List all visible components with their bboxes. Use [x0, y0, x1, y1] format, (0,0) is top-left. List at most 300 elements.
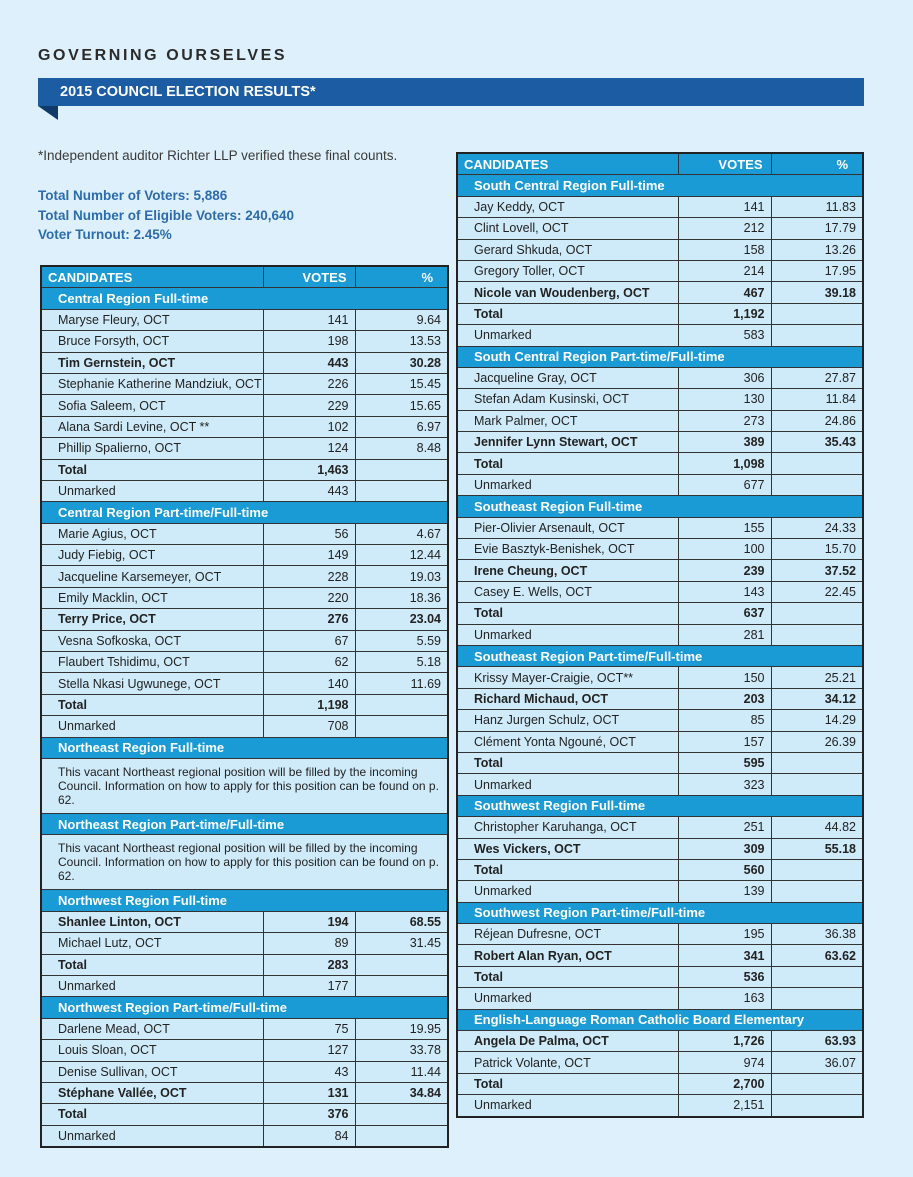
candidate-name: Maryse Fleury, OCT — [41, 309, 263, 330]
candidate-row — [41, 309, 448, 330]
vote-percent: 11.84 — [771, 389, 863, 410]
vote-percent: 17.95 — [771, 260, 863, 281]
region-header — [457, 1009, 863, 1030]
vote-percent: 12.44 — [355, 545, 448, 566]
vote-count: 276 — [263, 609, 355, 630]
vote-percent: 9.64 — [355, 309, 448, 330]
vote-count: 89 — [263, 933, 355, 954]
region-header — [41, 997, 448, 1018]
unmarked-label: Unmarked — [457, 881, 678, 902]
vote-count: 141 — [263, 309, 355, 330]
unmarked-label: Unmarked — [41, 975, 263, 996]
candidate-name: Terry Price, OCT — [41, 609, 263, 630]
candidate-name: Darlene Mead, OCT — [41, 1018, 263, 1039]
candidate-name: Emily Macklin, OCT — [41, 587, 263, 608]
total-votes: 536 — [678, 966, 771, 987]
candidate-row — [41, 331, 448, 352]
vote-count: 239 — [678, 560, 771, 581]
candidate-name: Jacqueline Gray, OCT — [457, 367, 678, 388]
candidate-name: Clint Lovell, OCT — [457, 218, 678, 239]
region-title: Central Region Part-time/Full-time — [41, 502, 448, 523]
candidate-name: Stéphane Vallée, OCT — [41, 1082, 263, 1103]
unmarked-row — [41, 1125, 448, 1147]
unmarked-votes: 84 — [263, 1125, 355, 1147]
total-votes: 1,192 — [678, 303, 771, 324]
total-percent — [771, 603, 863, 624]
vote-percent: 11.44 — [355, 1061, 448, 1082]
vote-percent: 11.69 — [355, 673, 448, 694]
unmarked-row — [41, 716, 448, 737]
vote-percent: 33.78 — [355, 1040, 448, 1061]
vote-percent: 35.43 — [771, 432, 863, 453]
total-votes: 595 — [678, 752, 771, 773]
total-row — [41, 954, 448, 975]
winner-row — [41, 911, 448, 932]
candidate-name: Stella Nkasi Ugwunege, OCT — [41, 673, 263, 694]
vote-percent: 18.36 — [355, 587, 448, 608]
vote-percent: 39.18 — [771, 282, 863, 303]
candidate-name: Casey E. Wells, OCT — [457, 581, 678, 602]
candidate-name: Tim Gernstein, OCT — [41, 352, 263, 373]
region-title: English-Language Roman Catholic Board Elementary — [457, 1009, 863, 1030]
region-header — [41, 288, 448, 309]
total-row — [457, 453, 863, 474]
vote-count: 75 — [263, 1018, 355, 1039]
candidate-row — [457, 667, 863, 688]
unmarked-percent — [771, 988, 863, 1009]
total-label: Total — [457, 1073, 678, 1094]
vote-percent: 34.84 — [355, 1082, 448, 1103]
region-title: Southeast Region Full-time — [457, 496, 863, 517]
total-label: Total — [457, 453, 678, 474]
candidate-row — [41, 587, 448, 608]
vote-percent: 25.21 — [771, 667, 863, 688]
unmarked-percent — [771, 774, 863, 795]
total-votes: 1,463 — [263, 459, 355, 480]
unmarked-percent — [771, 325, 863, 346]
vote-percent: 5.59 — [355, 630, 448, 651]
unmarked-percent — [771, 624, 863, 645]
candidate-name: Stephanie Katherine Mandziuk, OCT — [41, 373, 263, 394]
vote-count: 309 — [678, 838, 771, 859]
total-votes: 637 — [678, 603, 771, 624]
title-banner — [38, 78, 864, 106]
candidate-row — [457, 1052, 863, 1073]
vote-percent: 24.33 — [771, 517, 863, 538]
vote-percent: 37.52 — [771, 560, 863, 581]
total-label: Total — [457, 966, 678, 987]
region-header — [41, 813, 448, 834]
total-votes: 1,098 — [678, 453, 771, 474]
candidate-name: Clément Yonta Ngouné, OCT — [457, 731, 678, 752]
vote-count: 56 — [263, 523, 355, 544]
candidate-row — [457, 410, 863, 431]
column-header-row — [41, 266, 448, 288]
winner-row — [457, 945, 863, 966]
section-kicker: GOVERNING OURSELVES — [38, 47, 288, 64]
vote-count: 143 — [678, 581, 771, 602]
candidate-name: Gerard Shkuda, OCT — [457, 239, 678, 260]
region-title: South Central Region Full-time — [457, 175, 863, 196]
candidate-row — [41, 545, 448, 566]
winner-row — [457, 432, 863, 453]
vote-percent: 15.70 — [771, 539, 863, 560]
percent-header: % — [355, 266, 448, 288]
vacancy-text: This vacant Northeast regional position will be filled by the incoming Council. Information on how to apply for this position can be found on p. 62. — [41, 758, 448, 813]
candidate-name: Nicole van Woudenberg, OCT — [457, 282, 678, 303]
total-percent — [771, 303, 863, 324]
region-title: Northwest Region Part-time/Full-time — [41, 997, 448, 1018]
candidate-name: Vesna Sofkoska, OCT — [41, 630, 263, 651]
vote-percent: 31.45 — [355, 933, 448, 954]
region-title: Southwest Region Part-time/Full-time — [457, 902, 863, 923]
total-votes: 283 — [263, 954, 355, 975]
total-votes: 560 — [678, 859, 771, 880]
candidate-row — [457, 731, 863, 752]
candidate-name: Jay Keddy, OCT — [457, 196, 678, 217]
region-title: Central Region Full-time — [41, 288, 448, 309]
unmarked-label: Unmarked — [457, 474, 678, 495]
vote-count: 155 — [678, 517, 771, 538]
vote-count: 341 — [678, 945, 771, 966]
total-label: Total — [41, 954, 263, 975]
vote-percent: 15.45 — [355, 373, 448, 394]
total-percent — [355, 954, 448, 975]
vote-count: 226 — [263, 373, 355, 394]
vote-count: 229 — [263, 395, 355, 416]
candidate-name: Marie Agius, OCT — [41, 523, 263, 544]
vote-percent: 63.93 — [771, 1031, 863, 1052]
candidate-row — [41, 523, 448, 544]
candidates-header: CANDIDATES — [457, 153, 678, 175]
vote-percent: 15.65 — [355, 395, 448, 416]
vote-count: 157 — [678, 731, 771, 752]
unmarked-label: Unmarked — [457, 1095, 678, 1117]
candidate-name: Denise Sullivan, OCT — [41, 1061, 263, 1082]
vote-percent: 5.18 — [355, 652, 448, 673]
vote-count: 443 — [263, 352, 355, 373]
results-table-left — [40, 265, 449, 1148]
candidate-row — [41, 673, 448, 694]
unmarked-percent — [771, 1095, 863, 1117]
unmarked-row — [457, 881, 863, 902]
candidate-name: Patrick Volante, OCT — [457, 1052, 678, 1073]
total-votes: 376 — [263, 1104, 355, 1125]
region-header — [457, 902, 863, 923]
vacancy-note — [41, 758, 448, 813]
vote-count: 389 — [678, 432, 771, 453]
vote-percent: 30.28 — [355, 352, 448, 373]
total-percent — [771, 752, 863, 773]
winner-row — [457, 1031, 863, 1052]
total-percent — [771, 1073, 863, 1094]
vote-percent: 34.12 — [771, 688, 863, 709]
unmarked-votes: 2,151 — [678, 1095, 771, 1117]
vote-percent: 8.48 — [355, 438, 448, 459]
total-percent — [771, 453, 863, 474]
candidate-name: Mark Palmer, OCT — [457, 410, 678, 431]
candidate-row — [41, 395, 448, 416]
results-table-right — [456, 152, 864, 1118]
region-header — [457, 645, 863, 666]
candidate-name: Richard Michaud, OCT — [457, 688, 678, 709]
vote-count: 195 — [678, 924, 771, 945]
candidate-name: Irene Cheung, OCT — [457, 560, 678, 581]
vote-percent: 24.86 — [771, 410, 863, 431]
candidate-row — [41, 652, 448, 673]
unmarked-percent — [771, 881, 863, 902]
candidate-row — [457, 817, 863, 838]
candidate-name: Alana Sardi Levine, OCT ** — [41, 416, 263, 437]
candidate-name: Robert Alan Ryan, OCT — [457, 945, 678, 966]
vote-count: 131 — [263, 1082, 355, 1103]
candidate-row — [41, 1040, 448, 1061]
vote-count: 141 — [678, 196, 771, 217]
unmarked-votes: 323 — [678, 774, 771, 795]
unmarked-row — [457, 774, 863, 795]
candidate-name: Angela De Palma, OCT — [457, 1031, 678, 1052]
region-title: South Central Region Part-time/Full-time — [457, 346, 863, 367]
candidate-name: Phillip Spalierno, OCT — [41, 438, 263, 459]
vote-count: 140 — [263, 673, 355, 694]
unmarked-votes: 163 — [678, 988, 771, 1009]
unmarked-votes: 708 — [263, 716, 355, 737]
winner-row — [457, 688, 863, 709]
unmarked-percent — [355, 1125, 448, 1147]
vote-count: 228 — [263, 566, 355, 587]
vote-count: 100 — [678, 539, 771, 560]
vote-percent: 36.07 — [771, 1052, 863, 1073]
total-label: Total — [41, 459, 263, 480]
unmarked-percent — [355, 480, 448, 501]
total-votes: 1,198 — [263, 694, 355, 715]
vote-count: 1,726 — [678, 1031, 771, 1052]
results-body — [41, 266, 448, 1147]
unmarked-label: Unmarked — [457, 325, 678, 346]
vacancy-note — [41, 835, 448, 890]
region-header — [457, 496, 863, 517]
candidates-header: CANDIDATES — [41, 266, 263, 288]
vote-count: 467 — [678, 282, 771, 303]
unmarked-percent — [355, 975, 448, 996]
candidate-name: Bruce Forsyth, OCT — [41, 331, 263, 352]
candidate-name: Flaubert Tshidimu, OCT — [41, 652, 263, 673]
unmarked-label: Unmarked — [41, 716, 263, 737]
vote-percent: 23.04 — [355, 609, 448, 630]
candidate-row — [41, 373, 448, 394]
vote-count: 62 — [263, 652, 355, 673]
candidate-name: Shanlee Linton, OCT — [41, 911, 263, 932]
candidate-name: Judy Fiebig, OCT — [41, 545, 263, 566]
region-title: Northeast Region Part-time/Full-time — [41, 813, 448, 834]
candidate-row — [457, 196, 863, 217]
candidate-row — [457, 239, 863, 260]
candidate-name: Wes Vickers, OCT — [457, 838, 678, 859]
winner-row — [457, 282, 863, 303]
candidate-row — [457, 517, 863, 538]
vote-percent: 11.83 — [771, 196, 863, 217]
candidate-row — [41, 630, 448, 651]
vote-count: 158 — [678, 239, 771, 260]
vote-percent: 44.82 — [771, 817, 863, 838]
region-header — [41, 502, 448, 523]
vote-percent: 55.18 — [771, 838, 863, 859]
total-row — [457, 303, 863, 324]
vote-percent: 36.38 — [771, 924, 863, 945]
candidate-name: Réjean Dufresne, OCT — [457, 924, 678, 945]
total-row — [41, 459, 448, 480]
unmarked-row — [457, 988, 863, 1009]
candidate-row — [41, 416, 448, 437]
vote-count: 203 — [678, 688, 771, 709]
voter-turnout: Voter Turnout: 2.45% — [38, 227, 172, 243]
vote-percent: 4.67 — [355, 523, 448, 544]
total-row — [457, 752, 863, 773]
unmarked-row — [457, 325, 863, 346]
candidate-name: Krissy Mayer-Craigie, OCT** — [457, 667, 678, 688]
unmarked-label: Unmarked — [41, 1125, 263, 1147]
vote-percent: 22.45 — [771, 581, 863, 602]
total-label: Total — [457, 603, 678, 624]
winner-row — [457, 838, 863, 859]
auditor-note: *Independent auditor Richter LLP verified these final counts. — [38, 148, 398, 163]
total-row — [457, 603, 863, 624]
winner-row — [41, 609, 448, 630]
results-body — [457, 153, 863, 1117]
candidate-row — [457, 581, 863, 602]
region-header — [41, 737, 448, 758]
vote-count: 214 — [678, 260, 771, 281]
unmarked-row — [457, 1095, 863, 1117]
candidate-row — [457, 260, 863, 281]
unmarked-label: Unmarked — [457, 774, 678, 795]
total-percent — [355, 1104, 448, 1125]
total-percent — [771, 859, 863, 880]
total-percent — [355, 459, 448, 480]
unmarked-label: Unmarked — [41, 480, 263, 501]
total-label: Total — [457, 752, 678, 773]
region-header — [457, 346, 863, 367]
vote-percent: 6.97 — [355, 416, 448, 437]
total-label: Total — [457, 303, 678, 324]
unmarked-votes: 677 — [678, 474, 771, 495]
total-label: Total — [457, 859, 678, 880]
candidate-name: Louis Sloan, OCT — [41, 1040, 263, 1061]
total-voters: Total Number of Voters: 5,886 — [38, 188, 228, 203]
region-title: Northeast Region Full-time — [41, 737, 448, 758]
region-title: Southeast Region Part-time/Full-time — [457, 645, 863, 666]
unmarked-votes: 583 — [678, 325, 771, 346]
banner-fold — [38, 106, 58, 120]
candidate-name: Christopher Karuhanga, OCT — [457, 817, 678, 838]
candidate-row — [41, 566, 448, 587]
vote-count: 130 — [678, 389, 771, 410]
vote-count: 67 — [263, 630, 355, 651]
vote-count: 251 — [678, 817, 771, 838]
unmarked-votes: 443 — [263, 480, 355, 501]
candidate-name: Hanz Jurgen Schulz, OCT — [457, 710, 678, 731]
candidate-row — [457, 539, 863, 560]
candidate-name: Jennifer Lynn Stewart, OCT — [457, 432, 678, 453]
winner-row — [41, 352, 448, 373]
vote-count: 194 — [263, 911, 355, 932]
candidate-row — [41, 933, 448, 954]
region-title: Southwest Region Full-time — [457, 795, 863, 816]
candidate-row — [457, 924, 863, 945]
candidate-row — [41, 1018, 448, 1039]
candidate-row — [41, 1061, 448, 1082]
candidate-name: Pier-Olivier Arsenault, OCT — [457, 517, 678, 538]
vote-count: 150 — [678, 667, 771, 688]
candidate-name: Michael Lutz, OCT — [41, 933, 263, 954]
region-header — [457, 175, 863, 196]
unmarked-votes: 139 — [678, 881, 771, 902]
vote-percent: 13.53 — [355, 331, 448, 352]
candidate-name: Sofia Saleem, OCT — [41, 395, 263, 416]
candidate-name: Gregory Toller, OCT — [457, 260, 678, 281]
vote-percent: 14.29 — [771, 710, 863, 731]
vote-count: 149 — [263, 545, 355, 566]
candidate-name: Stefan Adam Kusinski, OCT — [457, 389, 678, 410]
total-votes: 2,700 — [678, 1073, 771, 1094]
vote-count: 974 — [678, 1052, 771, 1073]
total-label: Total — [41, 694, 263, 715]
total-row — [457, 966, 863, 987]
total-row — [41, 1104, 448, 1125]
vote-count: 43 — [263, 1061, 355, 1082]
vote-count: 124 — [263, 438, 355, 459]
unmarked-row — [457, 474, 863, 495]
vote-count: 85 — [678, 710, 771, 731]
candidate-row — [457, 218, 863, 239]
unmarked-row — [457, 624, 863, 645]
unmarked-percent — [355, 716, 448, 737]
vote-count: 273 — [678, 410, 771, 431]
total-row — [457, 1073, 863, 1094]
unmarked-row — [41, 975, 448, 996]
vote-percent: 19.03 — [355, 566, 448, 587]
vote-percent: 19.95 — [355, 1018, 448, 1039]
candidate-row — [457, 367, 863, 388]
total-row — [41, 694, 448, 715]
winner-row — [457, 560, 863, 581]
vote-percent: 68.55 — [355, 911, 448, 932]
vote-percent: 13.26 — [771, 239, 863, 260]
unmarked-label: Unmarked — [457, 988, 678, 1009]
vote-percent: 63.62 — [771, 945, 863, 966]
unmarked-votes: 177 — [263, 975, 355, 996]
total-eligible-voters: Total Number of Eligible Voters: 240,640 — [38, 207, 295, 223]
column-header-row — [457, 153, 863, 175]
region-header — [457, 795, 863, 816]
candidate-row — [41, 438, 448, 459]
vote-percent: 27.87 — [771, 367, 863, 388]
vacancy-text: This vacant Northeast regional position will be filled by the incoming Council. Information on how to apply for this position can be found on p. 62. — [41, 835, 448, 890]
total-row — [457, 859, 863, 880]
vote-count: 127 — [263, 1040, 355, 1061]
turnout-stats — [38, 186, 294, 245]
percent-header: % — [771, 153, 863, 175]
vote-percent: 26.39 — [771, 731, 863, 752]
vote-count: 212 — [678, 218, 771, 239]
vote-count: 198 — [263, 331, 355, 352]
total-label: Total — [41, 1104, 263, 1125]
region-header — [41, 890, 448, 911]
total-percent — [355, 694, 448, 715]
votes-header: VOTES — [263, 266, 355, 288]
unmarked-percent — [771, 474, 863, 495]
banner-title: 2015 COUNCIL ELECTION RESULTS* — [60, 84, 316, 100]
